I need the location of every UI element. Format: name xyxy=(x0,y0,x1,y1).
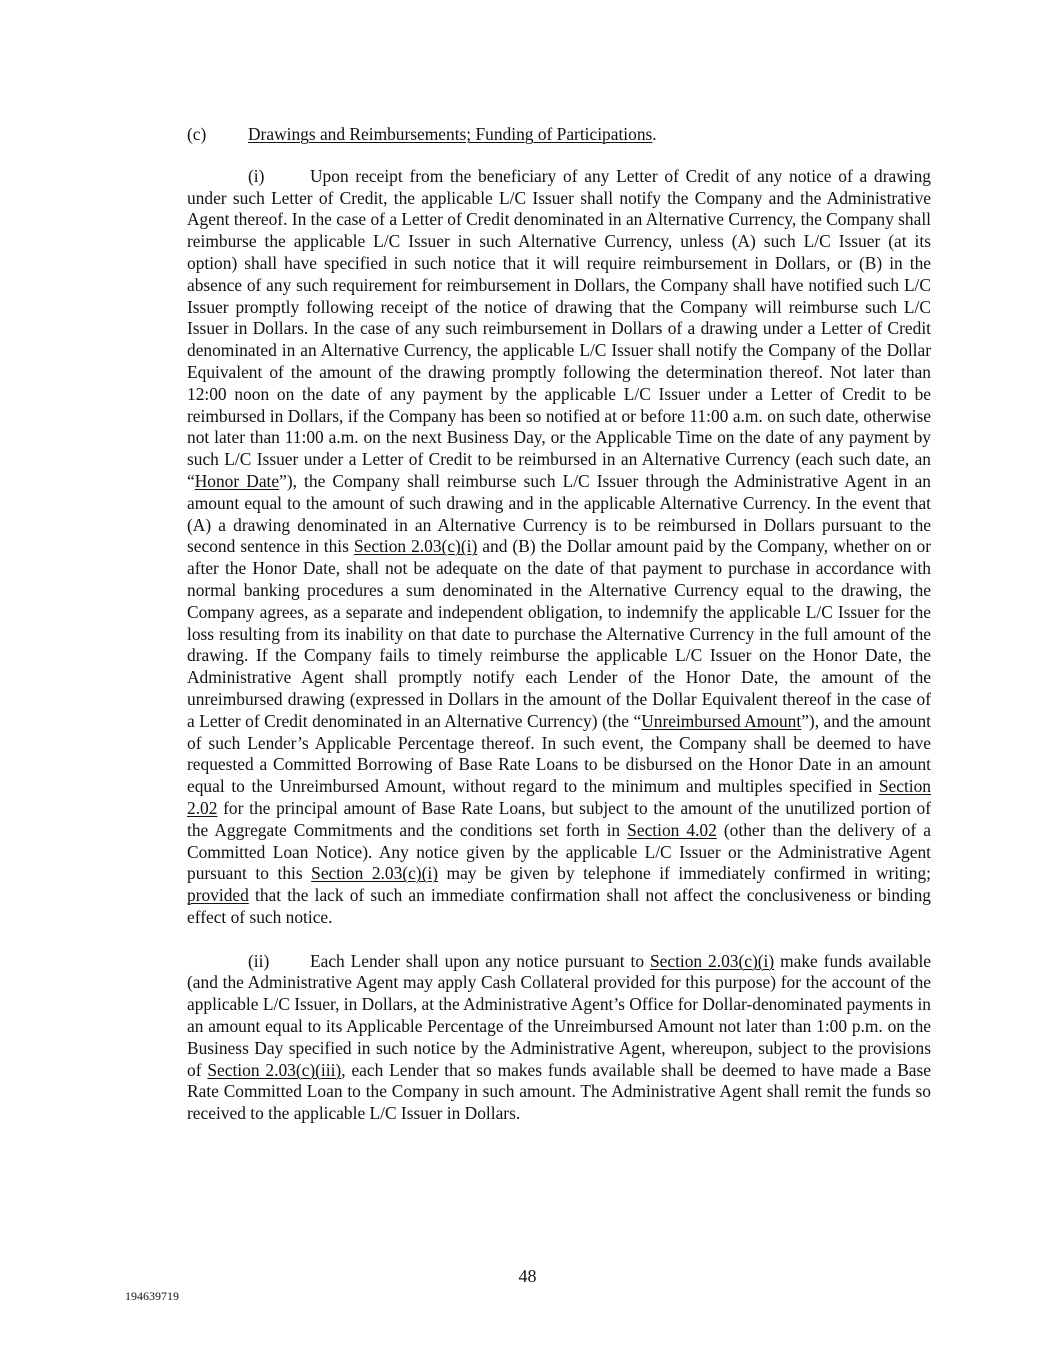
section-reference: Section 2.03(c)(i) xyxy=(311,863,439,884)
defined-term-honor-date: Honor Date xyxy=(194,470,280,491)
section-reference: Section 2.03(c)(i) xyxy=(649,950,775,971)
paragraph-text: ”), and the amount of such Lender’s Applicable Percentage thereof. In such event, the Company shall be deemed to have requested a Committed Borrowing of Base Rate Loans to be disbursed on the Honor Date in an amount equal to the Unreimbursed Amount, without regard to the minimum and multiples specified in xyxy=(187,710,931,797)
paragraph-ii xyxy=(187,951,931,1125)
paragraph-text: make funds available (and the Administrative Agent may apply Cash Collateral provided for this purpose) for the account of the applicable L/C Issuer, in Dollars, at the Administrative Agent’s Office for Dollar-denominated payments in an amount equal to its Applicable Percentage of the Unreimbursed Amount not later than 1:00 p.m. on the Business Day specified in such notice by the Administrative Agent, whereupon, subject to the provisions of xyxy=(187,950,931,1080)
section-reference: Section 4.02 xyxy=(627,819,717,840)
section-reference: Section 2.03(c)(i) xyxy=(353,536,478,557)
section-reference: Section 2.02 xyxy=(187,776,931,818)
paragraph-text: (other than the delivery of a Committed Loan Notice). Any notice given by the applicable L/C Issuer or the Administrative Agent pursuant to this xyxy=(187,819,932,884)
document-body xyxy=(187,124,931,1147)
paragraph-ii-number: (ii) xyxy=(248,950,270,971)
section-reference: Section 2.03(c)(iii) xyxy=(207,1059,342,1080)
proviso-term: provided xyxy=(187,885,249,906)
defined-term-unreimbursed-amount: Unreimbursed Amount xyxy=(641,710,802,731)
page-number: 48 xyxy=(518,1266,537,1286)
section-number: (c) xyxy=(187,124,207,144)
section-heading xyxy=(187,124,931,146)
paragraph-text: and (B) the Dollar amount paid by the Company, whether on or after the Honor Date, shall not be adequate on the date of that payment to purchase in accordance with normal banking procedures a sum denominated in the Alternative Currency equal to the drawing, the Company agrees, as a separate and independent obligation, to indemnify the applicable L/C Issuer for the loss resulting from its inability on that date to purchase the Alternative Currency in the full amount of the drawing. If the Company fails to timely reimburse the applicable L/C Issuer on the Honor Date, the Administrative Agent shall promptly notify each Lender of the Honor Date, the amount of the unreimbursed drawing (expressed in Dollars in the amount of the Dollar Equivalent thereof in the case of a Letter of Credit denominated in an Alternative Currency) (the “ xyxy=(187,536,932,731)
paragraph-text: for the principal amount of Base Rate Loans, but subject to the amount of the unutilized portion of the Aggregate Commitments and the conditions set forth in xyxy=(187,797,931,840)
paragraph-text: , each Lender that so makes funds available shall be deemed to have made a Base Rate Committed Loan to the Company in such amount. The Administrative Agent shall remit the funds so received to the applicable L/C Issuer in Dollars. xyxy=(187,1059,931,1124)
paragraph-text: Upon receipt from the beneficiary of any Letter of Credit of any notice of a drawing under such Letter of Credit, the applicable L/C Issuer shall notify the Company and the Administrative Agent thereof. In the case of a Letter of Credit denominated in an Alternative Currency, the Company shall reimburse the applicable L/C Issuer in such Alternative Currency, unless (A) such L/C Issuer (at its option) shall have specified in such notice that it will require reimbursement in Dollars, or (B) in the absence of any such requirement for reimbursement in Dollars, the Company shall have notified such L/C Issuer promptly following receipt of the notice of drawing that the Company will reimburse such L/C Issuer in Dollars. In the case of any such reimbursement in Dollars of a drawing under a Letter of Credit denominated in an Alternative Currency, the applicable L/C Issuer shall notify the Company of the Dollar Equivalent of the amount of the drawing promptly following the determination thereof. Not later than 12:00 noon on the date of any payment by the applicable L/C Issuer under a Letter of Credit to be reimbursed in Dollars, if the Company has been so notified at or before 11:00 a.m. on such date, otherwise not later than 11:00 a.m. on the next Business Day, or the Applicable Time on the date of any payment by such L/C Issuer under a Letter of Credit to be reimbursed in an Alternative Currency (each such date, an “ xyxy=(187,165,932,491)
paragraph-i xyxy=(187,166,931,929)
section-title: Drawings and Reimbursements; Funding of Participations xyxy=(248,124,653,144)
paragraph-text: that the lack of such an immediate confirmation shall not affect the conclusiveness or binding effect of such notice. xyxy=(187,885,931,927)
document-id: 194639719 xyxy=(125,1289,179,1303)
paragraph-text: may be given by telephone if immediately confirmed in writing; xyxy=(438,863,931,884)
section-title-period: . xyxy=(652,124,657,144)
paragraph-i-number: (i) xyxy=(248,165,265,186)
paragraph-text: Each Lender shall upon any notice pursuant to xyxy=(310,950,650,971)
paragraph-text: ”), the Company shall reimburse such L/C Issuer through the Administrative Agent in an amount equal to the amount of such drawing and in the applicable Alternative Currency. In the event that (A) a drawing denominated in an Alternative Currency is to be reimbursed in Dollars pursuant to the second sentence in this xyxy=(187,470,931,557)
